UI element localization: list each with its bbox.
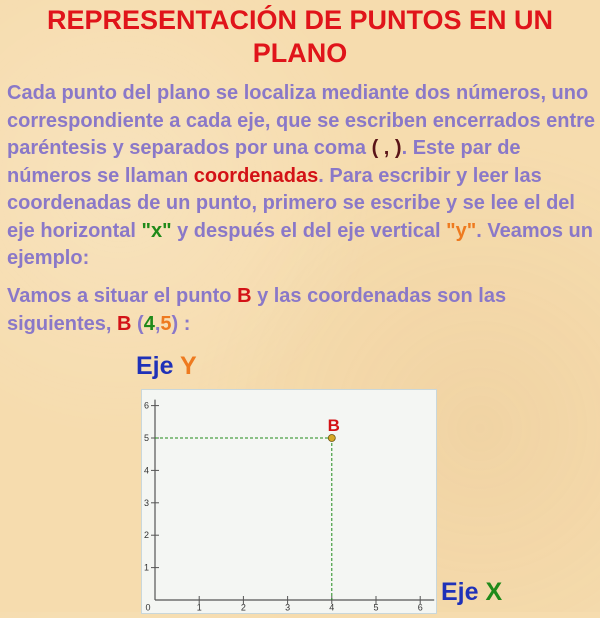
parentheses-symbol: ( , ) [371,137,402,159]
open-paren: ( [131,312,144,335]
point-name-2: B [117,312,132,335]
intro-text-1: Cada punto del plano se localiza mediante dos números, uno correspondiente a cada eje, que se escriben encerrados entre paréntesis y separados por una coma [7,82,596,159]
y-tick-label: 4 [143,465,149,476]
intro-text-2: . Este par de números se llaman [7,137,521,187]
y-axis-title [136,352,197,381]
x-tick-label: 4 [329,602,335,613]
example-paragraph [7,283,597,338]
intro-text-4: y después el del eje vertical [171,219,447,242]
y-axis-letter: Y [180,352,197,380]
x-tick-label: 1 [196,602,202,613]
x-tick-label: 0 [145,602,151,613]
point-label: B [327,416,340,435]
intro-text-3: . Para escribir y leer las coordenadas de un punto, primero se escribe y se lee el del eje horizontal [7,164,575,242]
y-tick-label: 2 [143,530,149,541]
x-axis-word: Eje [441,578,486,606]
x-tick-label: 6 [417,602,423,613]
coordinate-chart [142,390,436,613]
coordenadas-term: coordenadas [193,164,319,187]
x-axis-term: "x" [141,219,172,242]
y-tick-label: 5 [143,433,149,443]
coord-comma: , [154,312,161,335]
x-axis-title [441,578,502,607]
y-tick-label: 1 [143,562,149,573]
y-axis-word: Eje [136,352,181,380]
point-name: B [237,285,252,307]
y-axis-term: "y" [446,219,477,242]
coord-x-value: 4 [143,312,155,335]
example-text-2: y las coordenadas son las siguientes, [7,285,507,335]
point-marker [328,435,335,442]
y-tick-label: 3 [143,497,149,508]
y-tick-label: 6 [143,400,149,411]
coordinate-plane [141,389,437,614]
intro-text-5: . Veamos un ejemplo: [7,219,593,269]
x-axis-letter: X [485,578,503,606]
close-paren: ) : [171,312,191,335]
example-text-1: Vamos a situar el punto [7,285,238,307]
x-tick-label: 3 [285,602,291,613]
page-title: REPRESENTACIÓN DE PUNTOS EN UN PLANO [46,5,554,68]
x-tick-label: 2 [240,602,246,613]
coord-y-value: 5 [160,312,172,335]
intro-paragraph [7,80,597,273]
x-tick-label: 5 [373,602,379,613]
